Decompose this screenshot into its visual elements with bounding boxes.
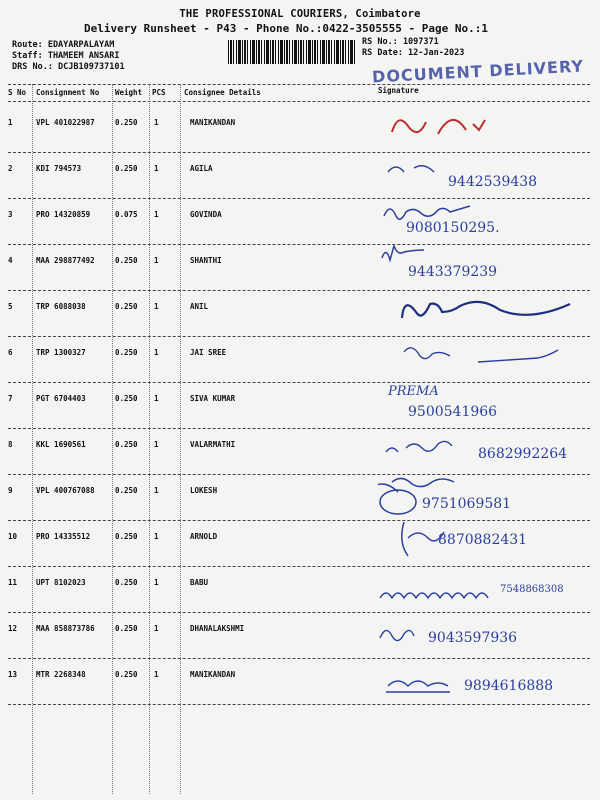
- signature-area: [378, 196, 593, 240]
- rs-number: RS No.: 1097371: [362, 37, 439, 47]
- row-consignment: VPL 401022987: [36, 118, 95, 127]
- row-pcs: 1: [154, 348, 159, 357]
- row-consignment: UPT 8102023: [36, 578, 86, 587]
- row-weight: 0.250: [115, 578, 138, 587]
- row-consignee: BABU: [190, 578, 209, 587]
- row-consignee: SIVA KUMAR: [190, 394, 236, 403]
- row-weight: 0.250: [115, 532, 138, 541]
- signature-phone: 9500541966: [408, 404, 498, 420]
- row-consignment: VPL 400767088: [36, 486, 95, 495]
- col-header-pcs: PCS: [152, 88, 166, 97]
- signature-area: [378, 104, 593, 148]
- row-consignment: KDI 794573: [36, 164, 82, 173]
- row-consignment: KKL 1690561: [36, 440, 86, 449]
- row-weight: 0.250: [115, 256, 138, 265]
- row-pcs: 1: [154, 624, 159, 633]
- signature-area: [378, 242, 593, 286]
- route-label: Route: EDAYARPALAYAM: [12, 40, 115, 50]
- col-header-weight: Weight: [115, 88, 143, 97]
- document-delivery-stamp: DOCUMENT DELIVERY: [371, 56, 585, 87]
- row-sno: 5: [8, 302, 13, 311]
- signature-area: [378, 472, 593, 516]
- row-consignee: MANIKANDAN: [190, 670, 236, 679]
- row-consignment: MTR 2268348: [36, 670, 86, 679]
- row-consignment: MAA 298877492: [36, 256, 95, 265]
- row-weight: 0.250: [115, 394, 138, 403]
- signature-phone: 8682992264: [478, 446, 568, 462]
- staff-label: Staff: THAMEEM ANSARI: [12, 51, 120, 61]
- row-weight: 0.250: [115, 670, 138, 679]
- signature-area: [378, 564, 593, 608]
- row-weight: 0.250: [115, 486, 138, 495]
- row-weight: 0.250: [115, 118, 138, 127]
- col-header-consignee: Consignee Details: [184, 88, 261, 97]
- row-weight: 0.250: [115, 624, 138, 633]
- row-sno: 2: [8, 164, 13, 173]
- row-sno: 3: [8, 210, 13, 219]
- row-pcs: 1: [154, 532, 159, 541]
- signature-area: [378, 334, 593, 378]
- row-consignment: PRO 14320859: [36, 210, 91, 219]
- row-weight: 0.250: [115, 302, 138, 311]
- signature-scribble: [378, 104, 593, 148]
- signature-name: PREMA: [388, 384, 439, 399]
- table-row: [0, 670, 600, 716]
- col-header-consignment: Consignment No: [36, 88, 100, 97]
- row-sno: 6: [8, 348, 13, 357]
- row-consignment: TRP 6088038: [36, 302, 86, 311]
- drs-number: DRS No.: DCJB109737101: [12, 62, 125, 72]
- signature-phone: 7548868308: [500, 584, 564, 595]
- company-title: THE PROFESSIONAL COURIERS, Coimbatore: [179, 8, 421, 20]
- signature-area: [378, 380, 593, 424]
- row-consignee: VALARMATHI: [190, 440, 236, 449]
- row-pcs: 1: [154, 302, 159, 311]
- row-sno: 10: [8, 532, 18, 541]
- row-sno: 12: [8, 624, 18, 633]
- row-sno: 13: [8, 670, 18, 679]
- row-pcs: 1: [154, 164, 159, 173]
- row-consignee: GOVINDA: [190, 210, 222, 219]
- row-pcs: 1: [154, 394, 159, 403]
- row-sno: 4: [8, 256, 13, 265]
- signature-phone: 9894616888: [464, 678, 554, 694]
- row-consignee: MANIKANDAN: [190, 118, 236, 127]
- row-consignment: PGT 6704403: [36, 394, 86, 403]
- col-header-sno: S No: [8, 88, 27, 97]
- signature-phone: 8870882431: [438, 532, 528, 548]
- row-consignee: DHANALAKSHMI: [190, 624, 245, 633]
- signature-scribble: [378, 334, 593, 378]
- row-pcs: 1: [154, 486, 159, 495]
- row-consignee: LOKESH: [190, 486, 218, 495]
- row-consignee: SHANTHI: [190, 256, 222, 265]
- row-weight: 0.250: [115, 348, 138, 357]
- row-consignee: ANIL: [190, 302, 209, 311]
- row-pcs: 1: [154, 210, 159, 219]
- runsheet-subtitle: Delivery Runsheet - P43 - Phone No.:0422-3505555 - Page No.:1: [84, 22, 488, 35]
- signature-area: [378, 150, 593, 194]
- col-header-signature: Signature: [378, 86, 419, 95]
- row-consignee: ARNOLD: [190, 532, 218, 541]
- row-pcs: 1: [154, 440, 159, 449]
- row-sno: 9: [8, 486, 13, 495]
- row-sno: 1: [8, 118, 13, 127]
- row-pcs: 1: [154, 670, 159, 679]
- signature-area: [378, 656, 593, 700]
- signature-phone: 9443379239: [408, 264, 498, 280]
- header-bottom-divider: [8, 101, 590, 102]
- signature-scribble: [378, 288, 593, 332]
- row-weight: 0.075: [115, 210, 138, 219]
- signature-phone: 9442539438: [448, 174, 538, 190]
- row-sno: 11: [8, 578, 18, 587]
- row-divider: [8, 704, 590, 705]
- row-pcs: 1: [154, 256, 159, 265]
- row-consignment: TRP 1300327: [36, 348, 86, 357]
- header-divider: [8, 84, 590, 85]
- rs-date: RS Date: 12-Jan-2023: [362, 48, 465, 58]
- row-consignment: PRO 14335512: [36, 532, 91, 541]
- row-sno: 8: [8, 440, 13, 449]
- row-weight: 0.250: [115, 440, 138, 449]
- signature-area: [378, 518, 593, 562]
- row-consignee: AGILA: [190, 164, 213, 173]
- row-pcs: 1: [154, 118, 159, 127]
- signature-phone: 9043597936: [428, 630, 518, 646]
- signature-area: [378, 426, 593, 470]
- row-pcs: 1: [154, 578, 159, 587]
- signature-area: [378, 610, 593, 654]
- signature-area: [378, 288, 593, 332]
- barcode: [228, 40, 356, 64]
- row-sno: 7: [8, 394, 13, 403]
- signature-phone: 9080150295.: [406, 220, 500, 236]
- row-consignment: MAA 858873786: [36, 624, 95, 633]
- row-consignee: JAI SREE: [190, 348, 227, 357]
- row-weight: 0.250: [115, 164, 138, 173]
- signature-phone: 9751069581: [422, 496, 512, 512]
